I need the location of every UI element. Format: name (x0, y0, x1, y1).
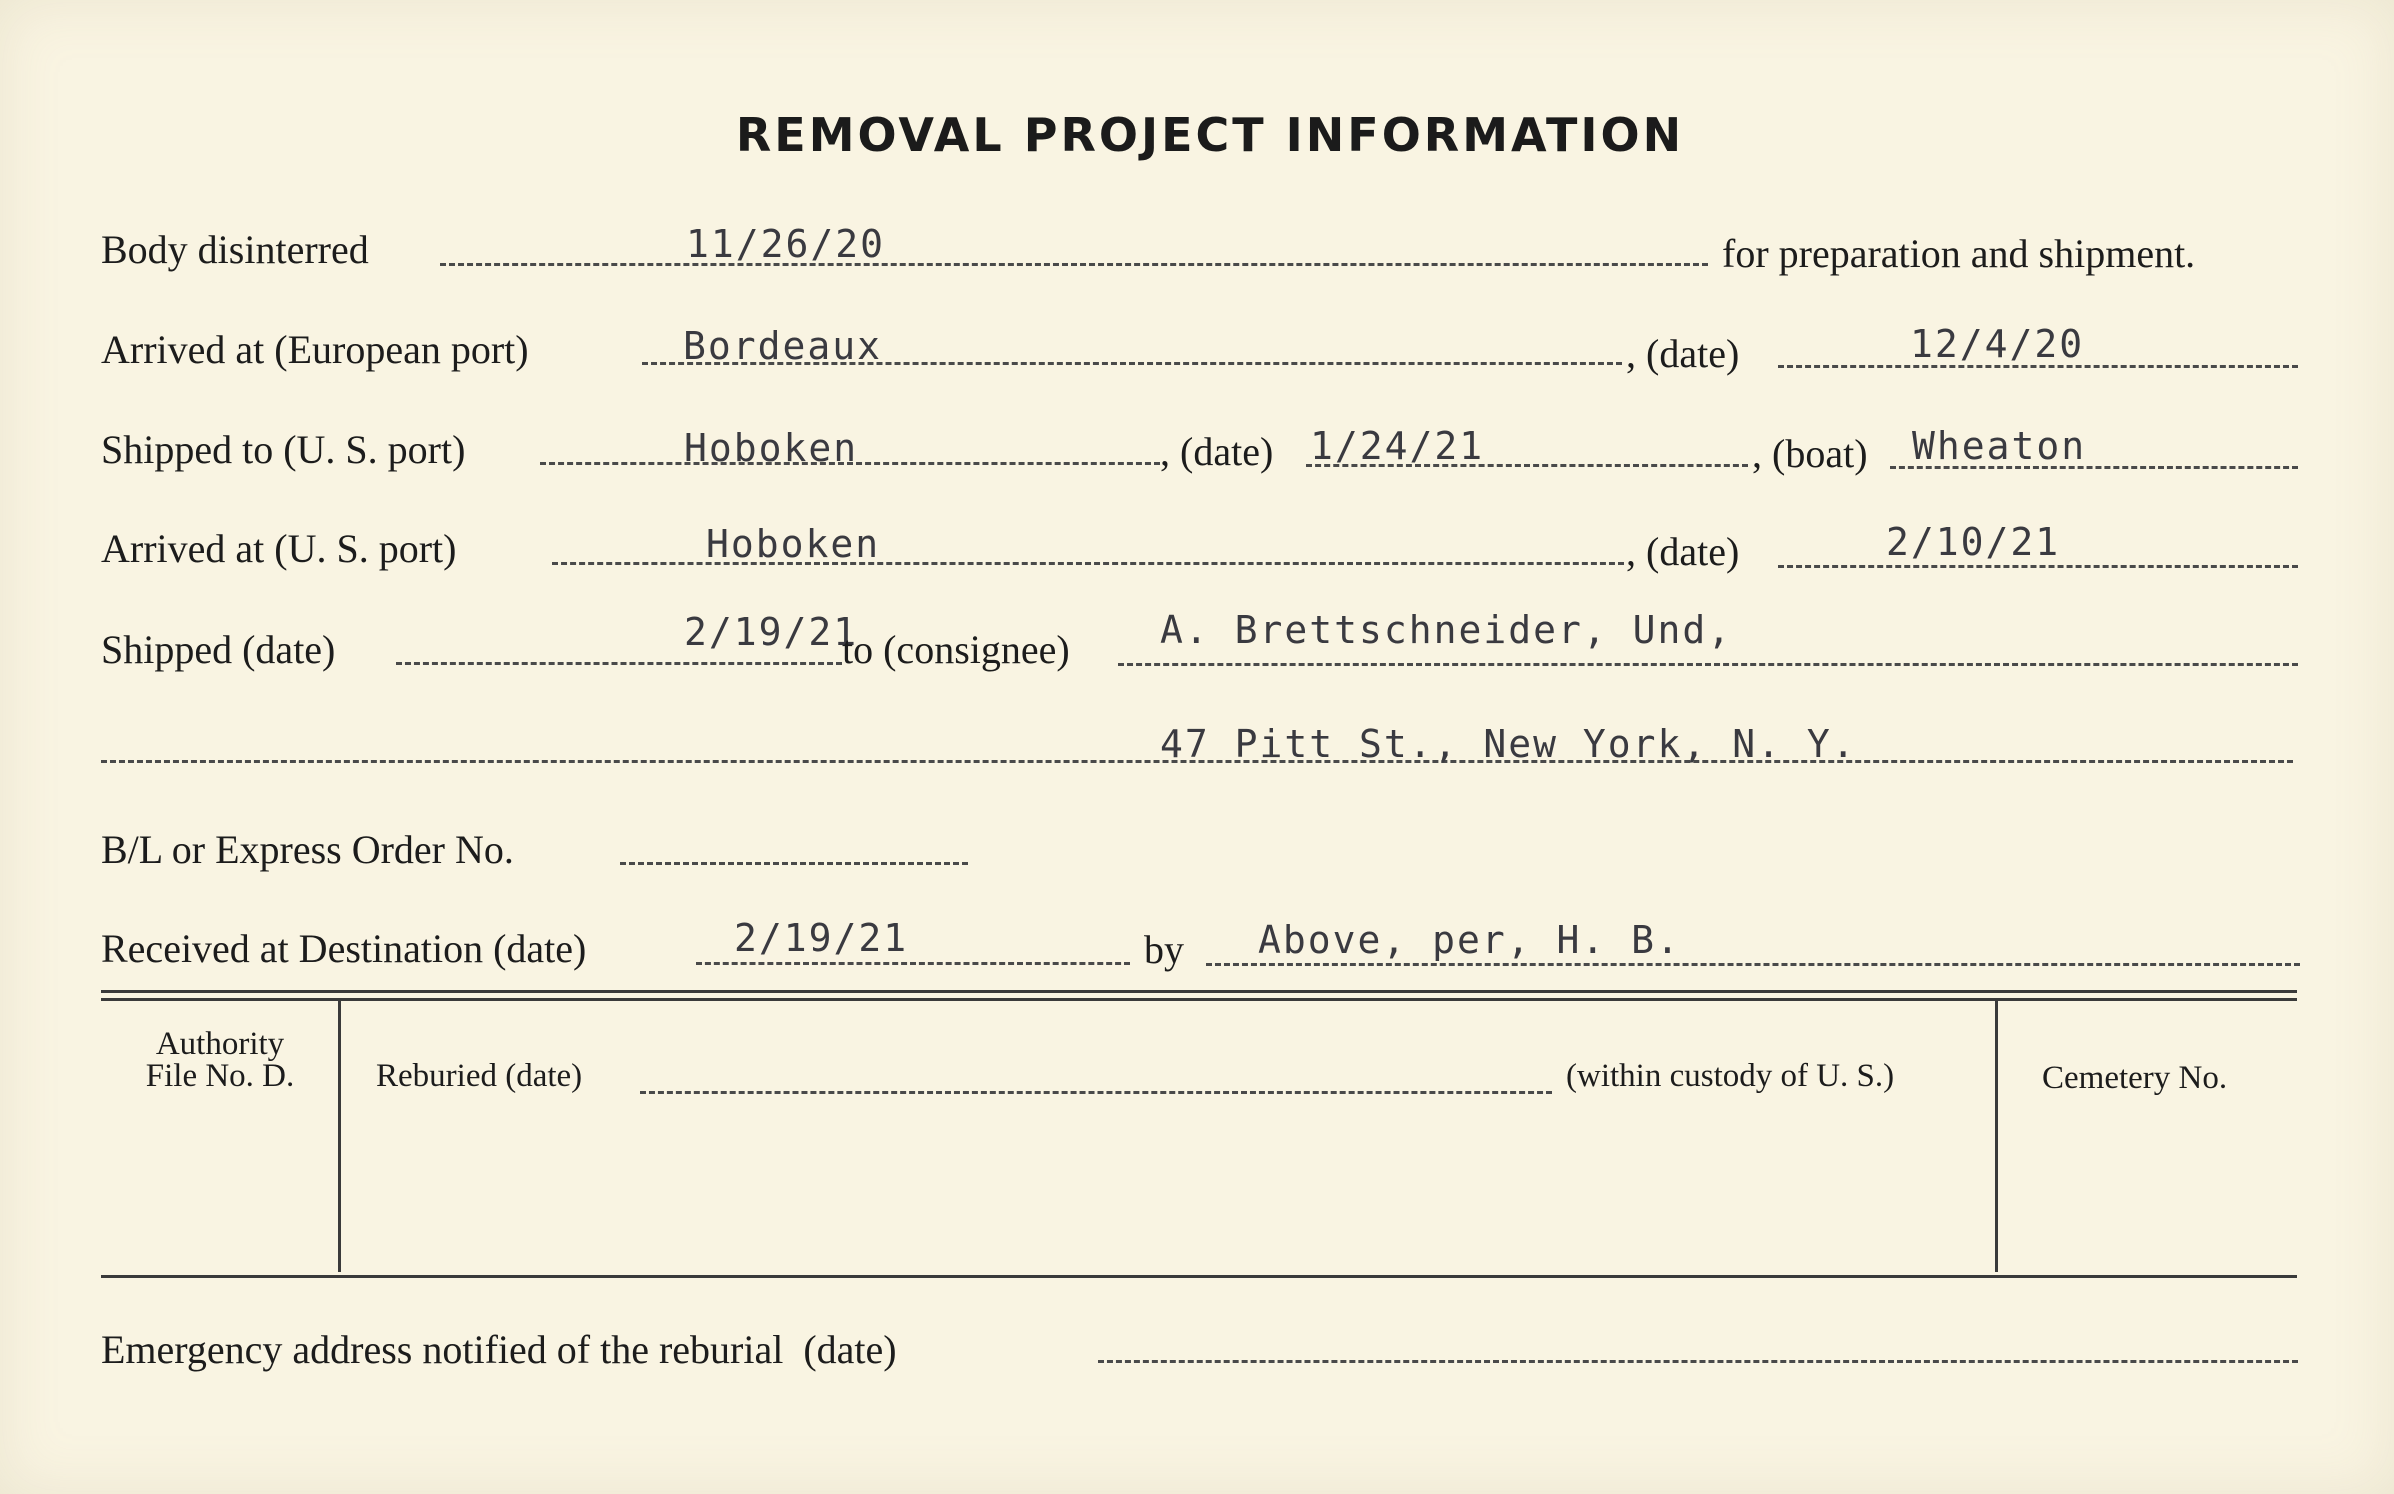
body-disinterred-date: 11/26/20 (686, 222, 886, 266)
arrived-us-port: Hoboken (706, 522, 881, 566)
shipped-date-line (396, 662, 842, 665)
shipped-us-label: Shipped to (U. S. port) (101, 427, 466, 472)
shipped-date: 2/19/21 (684, 610, 859, 654)
consignee-name: A. Brettschneider, Und, (1160, 608, 1733, 652)
bl-order-line (620, 862, 968, 865)
authority-label-line1: Authority (155, 1026, 285, 1062)
arrived-european-date-label: , (date) (1626, 331, 1740, 376)
card-title: REMOVAL PROJECT INFORMATION (735, 108, 1685, 162)
reburied-line (640, 1091, 1552, 1094)
emergency-line (1098, 1360, 2298, 1363)
shipped-us-boat: Wheaton (1912, 424, 2087, 468)
emergency-label: Emergency address notified of the reburial (date) (101, 1327, 897, 1372)
table-divider-left (338, 1000, 341, 1272)
received-label: Received at Destination (date) (101, 926, 587, 971)
table-bottom-rule (101, 1275, 2297, 1278)
arrived-european-port: Bordeaux (683, 324, 883, 368)
arrived-us-date-line (1778, 565, 2298, 568)
consignee-line (1118, 663, 2298, 666)
body-disinterred-label: Body disinterred (101, 227, 369, 272)
shipped-date-label: Shipped (date) (101, 627, 336, 672)
body-disinterred-line (440, 263, 1708, 266)
received-date-line (696, 962, 1130, 965)
arrived-european-label: Arrived at (European port) (101, 327, 529, 372)
received-date: 2/19/21 (734, 916, 909, 960)
body-disinterred-suffix: for preparation and shipment. (1722, 231, 2196, 276)
shipped-us-boat-label: , (boat) (1752, 431, 1868, 476)
shipped-us-port: Hoboken (684, 426, 859, 470)
cemetery-number-label: Cemetery No. (2042, 1060, 2228, 1096)
reburied-label: Reburied (date) (376, 1058, 583, 1094)
arrived-us-date: 2/10/21 (1886, 520, 2061, 564)
received-by-label: by (1144, 927, 1184, 972)
received-by-line (1206, 963, 2300, 966)
arrived-us-label: Arrived at (U. S. port) (101, 526, 457, 571)
arrived-us-date-label: , (date) (1626, 529, 1740, 574)
table-divider-right (1995, 1000, 1998, 1272)
consignee-address: 47 Pitt St., New York, N. Y. (1160, 722, 1857, 766)
shipped-us-date-label: , (date) (1160, 429, 1274, 474)
table-top-rule-double (101, 998, 2297, 1001)
shipped-us-date: 1/24/21 (1310, 424, 1485, 468)
authority-label-line2: File No. D. (145, 1058, 295, 1094)
custody-label: (within custody of U. S.) (1566, 1058, 1895, 1094)
consignee-label: to (consignee) (842, 627, 1070, 672)
bl-order-label: B/L or Express Order No. (101, 827, 514, 872)
received-by: Above, per, H. B. (1258, 918, 1681, 962)
arrived-european-date: 12/4/20 (1910, 322, 2085, 366)
table-top-rule (101, 990, 2297, 993)
